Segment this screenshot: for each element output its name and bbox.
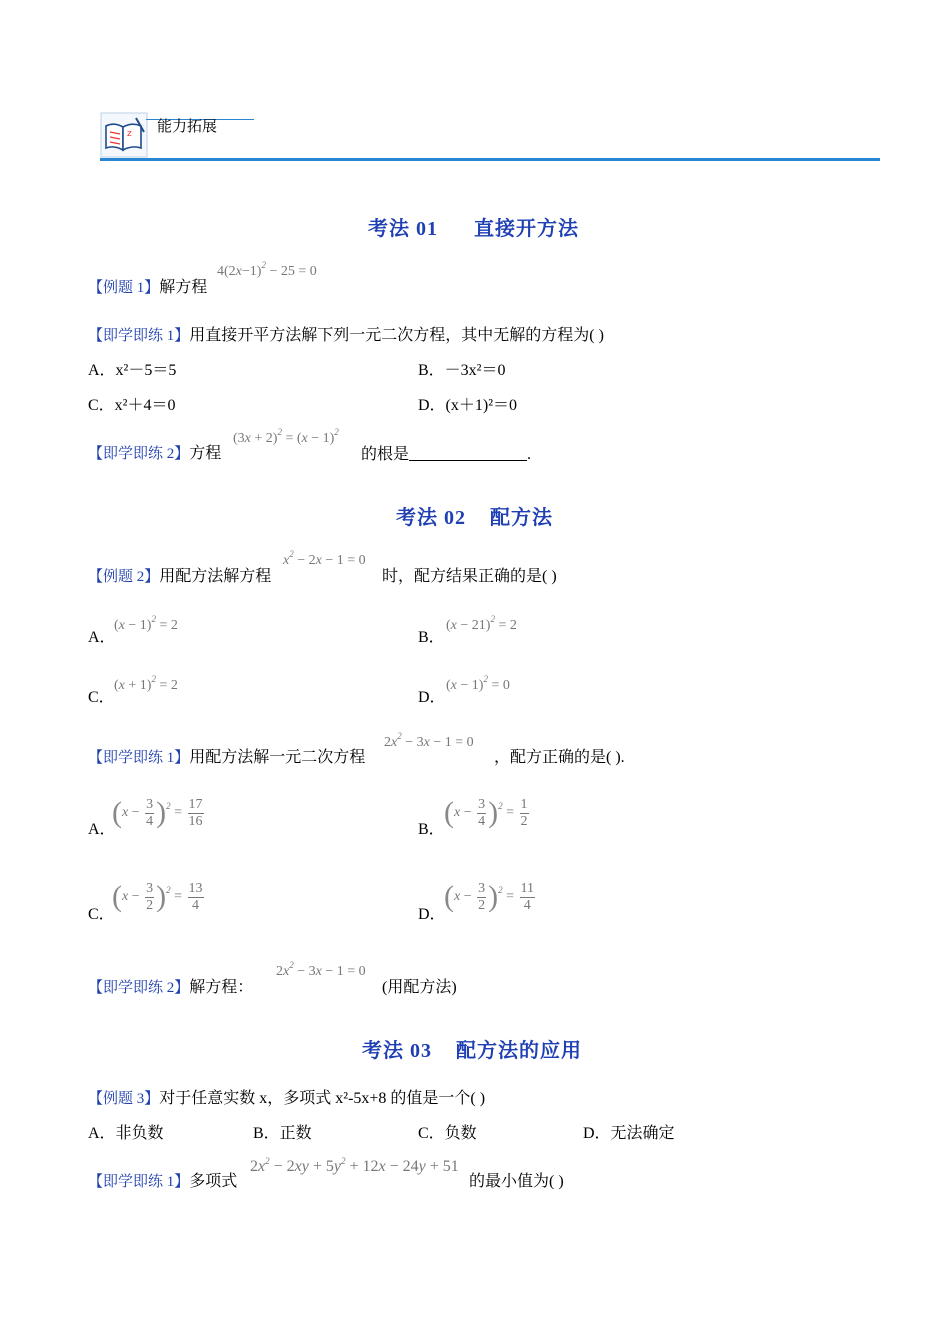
example-text: 对于任意实数 x，多项式 x²-5x+8 的值是一个( ) [159, 1090, 486, 1107]
equation-3: $x^2 - 2x - 1 = 0$ [283, 549, 366, 568]
practice-tag: 【即学即练 2】 [88, 446, 190, 462]
practice-tag: 【即学即练 2】 [88, 980, 190, 996]
header-title: 能力拓展 [157, 117, 218, 135]
option-d-math: $(x - 1)^2 = 0$ [446, 674, 510, 693]
svg-text:z: z [127, 129, 132, 139]
practice-3-1-tail: 的最小值为( ) [469, 1173, 564, 1190]
option-a-math: $(x - 1)^2 = 2$ [114, 614, 178, 633]
header-rule [100, 158, 880, 161]
example-tag: 【例题 2】 [88, 569, 160, 585]
example-3 [88, 1089, 485, 1109]
practice-1-1 [88, 326, 604, 346]
example-text: 用配方法解方程 [159, 568, 272, 585]
equation-2: $(3x + 2)^2 = (x - 1)^2$ [233, 427, 339, 446]
answer-blank [409, 444, 527, 461]
option-c: C．x²＋4＝0 [88, 397, 176, 414]
section-title-3: 考法 03 配方法的应用 [362, 1040, 582, 1062]
option-d: D．无法确定 [583, 1125, 675, 1142]
option-a-math: (x − $\frac{3}{4}$ )$^2$ = $\frac{17}{16}$ [112, 796, 203, 829]
equation-5: $2x^2 - 3x - 1 = 0$ [276, 960, 366, 979]
practice-2-1-tail: ，配方正确的是( ). [494, 749, 625, 766]
practice-tag: 【即学即练 1】 [88, 1174, 190, 1190]
option-b-label: B． [418, 629, 445, 646]
equation-4: $2x^2 - 3x - 1 = 0$ [384, 731, 474, 750]
equation-1: $4(2x-1)^2 - 25 = 0$ [217, 260, 317, 279]
equation-6: $2x^2 - 2xy + 5y^2 + 12x - 24y + 51$ [250, 1156, 459, 1175]
option-b-math: $(x - 21)^2 = 2$ [446, 614, 517, 633]
example-2 [88, 567, 271, 587]
option-a-label: A． [88, 629, 116, 646]
option-a: A．x²－5＝5 [88, 362, 177, 379]
section-title-2: 考法 02 配方法 [396, 507, 553, 529]
option-d-math: (x − $\frac{3}{2}$ )$^2$ = $\frac{11}{4}$ [444, 880, 535, 913]
option-b: B．正数 [253, 1125, 312, 1142]
practice-1-2 [88, 444, 221, 464]
option-d: D．(x＋1)²＝0 [418, 397, 518, 414]
practice-2-2 [88, 978, 253, 998]
notebook-icon [100, 112, 148, 158]
practice-tag: 【即学即练 1】 [88, 328, 190, 344]
option-b: B．－3x²＝0 [418, 362, 506, 379]
option-c-label: C． [88, 906, 115, 923]
practice-2-1 [88, 748, 365, 768]
option-b-math: (x − $\frac{3}{4}$ )$^2$ = $\frac{1}{2}$ [444, 796, 528, 829]
option-c-math: (x − $\frac{3}{2}$ )$^2$ = $\frac{13}{4}$ [112, 880, 203, 913]
section-title-1: 考法 01 直接开方法 [368, 218, 579, 240]
option-b-label: B． [418, 821, 445, 838]
example-2-tail: 时，配方结果正确的是( ) [382, 568, 557, 585]
practice-text: 用配方法解一元二次方程 [189, 749, 366, 766]
example-tag: 【例题 3】 [88, 1091, 160, 1107]
example-tag: 【例题 1】 [88, 280, 160, 296]
example-1 [88, 278, 207, 298]
example-text: 解方程 [159, 279, 208, 296]
practice-text: 用直接开平方法解下列一元二次方程，其中无解的方程为( ) [189, 327, 604, 344]
answer-line [361, 444, 531, 465]
practice-2-2-tail: (用配方法) [382, 979, 457, 996]
option-d-label: D． [418, 689, 446, 706]
option-a-label: A． [88, 821, 116, 838]
practice-text: 解方程： [189, 979, 254, 996]
option-c: C．负数 [418, 1125, 477, 1142]
option-d-label: D． [418, 906, 446, 923]
practice-tag: 【即学即练 1】 [88, 750, 190, 766]
answer-prefix: 的根是 [361, 446, 410, 463]
practice-3-1 [88, 1172, 237, 1192]
header-icon [100, 112, 148, 163]
option-c-label: C． [88, 689, 115, 706]
practice-text: 多项式 [189, 1173, 238, 1190]
option-c-math: $(x + 1)^2 = 2$ [114, 674, 178, 693]
practice-text: 方程 [189, 445, 222, 462]
option-a: A．非负数 [88, 1125, 164, 1142]
answer-end: . [527, 446, 532, 463]
